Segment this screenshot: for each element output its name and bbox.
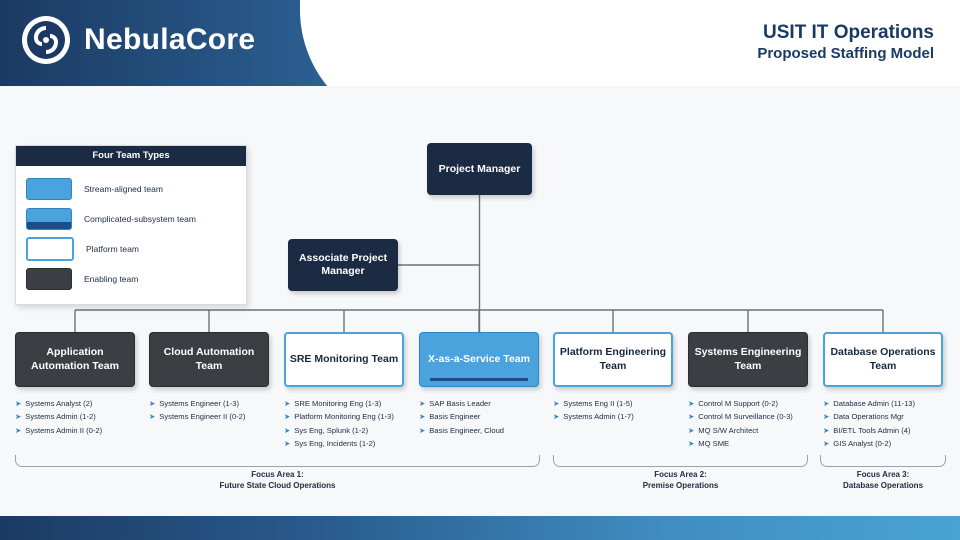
list-item bbox=[553, 399, 703, 409]
complicated-subsystem-swatch-icon bbox=[26, 208, 72, 230]
page-subtitle: Proposed Staffing Model bbox=[757, 44, 934, 62]
legend-body bbox=[16, 166, 246, 304]
legend-item-label: Complicated-subsystem team bbox=[84, 214, 196, 224]
list-item bbox=[419, 412, 569, 422]
focus-area-3-label bbox=[818, 470, 948, 492]
role-label: Basis Engineer bbox=[429, 412, 481, 422]
team-column-platform-engineering bbox=[553, 332, 703, 426]
bullet-arrow-icon: ➤ bbox=[419, 412, 426, 422]
bullet-arrow-icon: ➤ bbox=[284, 399, 291, 408]
focus-area-line2: Premise Operations bbox=[642, 480, 719, 490]
bullet-arrow-icon: ➤ bbox=[688, 438, 695, 448]
list-item bbox=[688, 426, 838, 436]
list-item bbox=[284, 426, 434, 436]
bullet-arrow-icon: ➤ bbox=[553, 399, 560, 408]
list-item bbox=[823, 439, 960, 449]
role-label: Control M Support (0-2) bbox=[698, 399, 779, 408]
role-label: Systems Admin (1-7) bbox=[563, 412, 634, 422]
team-column-application-automation bbox=[15, 332, 165, 439]
role-list bbox=[419, 399, 569, 436]
brand-name: NebulaCore bbox=[84, 23, 256, 56]
team-column-x-as-a-service bbox=[419, 332, 569, 439]
focus-area-line2: Future State Cloud Operations bbox=[219, 480, 336, 490]
role-label: Systems Engineer II (0-2) bbox=[159, 412, 246, 422]
role-list bbox=[149, 399, 299, 423]
list-item bbox=[688, 412, 838, 422]
bullet-arrow-icon: ➤ bbox=[823, 425, 830, 435]
legend-item-label: Enabling team bbox=[84, 274, 139, 284]
list-item bbox=[553, 412, 703, 422]
team-box: SRE Monitoring Team bbox=[284, 332, 404, 387]
role-label: MQ SME bbox=[698, 438, 730, 448]
bullet-arrow-icon: ➤ bbox=[688, 399, 695, 408]
focus-area-2-label bbox=[553, 470, 808, 492]
bullet-arrow-icon: ➤ bbox=[823, 412, 830, 422]
focus-area-2-bracket bbox=[553, 455, 808, 467]
page-title: USIT IT Operations bbox=[762, 22, 934, 43]
role-label: Database Admin (11-13) bbox=[833, 399, 916, 408]
role-label: Sys Eng, Incidents (1-2) bbox=[294, 438, 376, 448]
bullet-arrow-icon: ➤ bbox=[149, 399, 156, 408]
list-item bbox=[688, 399, 838, 409]
role-label: Systems Eng II (1-5) bbox=[563, 399, 633, 408]
list-item bbox=[419, 399, 569, 409]
legend-item-label: Stream-aligned team bbox=[84, 184, 163, 194]
focus-area-1-label bbox=[130, 470, 425, 492]
bullet-arrow-icon: ➤ bbox=[15, 412, 22, 422]
list-item bbox=[688, 439, 838, 449]
role-list bbox=[688, 399, 838, 449]
list-item bbox=[149, 399, 299, 409]
nebula-swirl-icon bbox=[22, 16, 70, 64]
role-label: Systems Analyst (2) bbox=[25, 399, 93, 408]
list-item bbox=[419, 426, 569, 436]
focus-area-line1: Focus Area 3: bbox=[856, 470, 910, 479]
legend-item-complicated-subsystem bbox=[26, 204, 236, 234]
role-label: Systems Admin II (0-2) bbox=[25, 425, 103, 435]
role-label: Control M Surveillance (0-3) bbox=[698, 412, 793, 422]
bullet-arrow-icon: ➤ bbox=[419, 425, 426, 435]
role-label: Systems Admin (1-2) bbox=[25, 412, 96, 422]
role-label: SAP Basis Leader bbox=[429, 399, 491, 408]
list-item bbox=[15, 399, 165, 409]
role-list bbox=[553, 399, 703, 423]
role-label: MQ S/W Architect bbox=[698, 425, 759, 435]
role-label: SRE Monitoring Eng (1-3) bbox=[294, 399, 382, 408]
role-list bbox=[15, 399, 165, 436]
role-label: Sys Eng, Splunk (1-2) bbox=[294, 425, 369, 435]
role-label: GIS Analyst (0-2) bbox=[833, 438, 892, 448]
bullet-arrow-icon: ➤ bbox=[823, 399, 830, 408]
team-box: Database Operations Team bbox=[823, 332, 943, 387]
footer-band bbox=[0, 516, 960, 540]
node-project-manager: Project Manager bbox=[427, 143, 532, 195]
stream-aligned-swatch-icon bbox=[26, 178, 72, 200]
bullet-arrow-icon: ➤ bbox=[823, 438, 830, 448]
bullet-arrow-icon: ➤ bbox=[15, 399, 22, 408]
legend-item-stream-aligned bbox=[26, 174, 236, 204]
focus-area-line1: Focus Area 1: bbox=[251, 470, 304, 479]
team-box: Application Automation Team bbox=[15, 332, 135, 387]
bullet-arrow-icon: ➤ bbox=[553, 412, 560, 422]
bullet-arrow-icon: ➤ bbox=[284, 412, 291, 422]
brand-logo bbox=[22, 16, 255, 64]
header-title-block bbox=[757, 22, 934, 64]
focus-area-line1: Focus Area 2: bbox=[654, 470, 707, 479]
list-item bbox=[823, 399, 960, 409]
focus-area-3-bracket bbox=[820, 455, 946, 467]
list-item bbox=[823, 426, 960, 436]
list-item bbox=[15, 426, 165, 436]
platform-swatch-icon bbox=[26, 237, 74, 261]
role-label: Data Operations Mgr bbox=[833, 412, 904, 422]
bullet-arrow-icon: ➤ bbox=[688, 412, 695, 422]
focus-area-1-bracket bbox=[15, 455, 540, 467]
team-box: Platform Engineering Team bbox=[553, 332, 673, 387]
legend-panel bbox=[15, 145, 247, 305]
team-column-database-operations bbox=[823, 332, 960, 452]
enabling-swatch-icon bbox=[26, 268, 72, 290]
list-item bbox=[284, 399, 434, 409]
bullet-arrow-icon: ➤ bbox=[149, 412, 156, 422]
bullet-arrow-icon: ➤ bbox=[688, 425, 695, 435]
bullet-arrow-icon: ➤ bbox=[15, 425, 22, 435]
role-list bbox=[284, 399, 434, 449]
role-label: Platform Monitoring Eng (1-3) bbox=[294, 412, 394, 422]
role-label: Systems Engineer (1-3) bbox=[159, 399, 240, 408]
list-item bbox=[284, 412, 434, 422]
team-box: Systems Engineering Team bbox=[688, 332, 808, 387]
list-item bbox=[823, 412, 960, 422]
list-item bbox=[15, 412, 165, 422]
team-box: X-as-a-Service Team bbox=[419, 332, 539, 387]
bullet-arrow-icon: ➤ bbox=[419, 399, 426, 408]
role-label: BI/ETL Tools Admin (4) bbox=[833, 425, 911, 435]
role-label: Basis Engineer, Cloud bbox=[429, 425, 505, 435]
team-column-cloud-automation bbox=[149, 332, 299, 426]
legend-title: Four Team Types bbox=[16, 146, 246, 166]
team-box: Cloud Automation Team bbox=[149, 332, 269, 387]
list-item bbox=[149, 412, 299, 422]
legend-item-label: Platform team bbox=[86, 244, 139, 254]
node-associate-project-manager: Associate Project Manager bbox=[288, 239, 398, 291]
bullet-arrow-icon: ➤ bbox=[284, 425, 291, 435]
focus-area-line2: Database Operations bbox=[842, 480, 924, 490]
role-list bbox=[823, 399, 960, 449]
team-column-sre-monitoring bbox=[284, 332, 434, 452]
bullet-arrow-icon: ➤ bbox=[284, 438, 291, 448]
legend-item-enabling bbox=[26, 264, 236, 294]
list-item bbox=[284, 439, 434, 449]
team-column-systems-engineering bbox=[688, 332, 838, 452]
legend-item-platform bbox=[26, 234, 236, 264]
